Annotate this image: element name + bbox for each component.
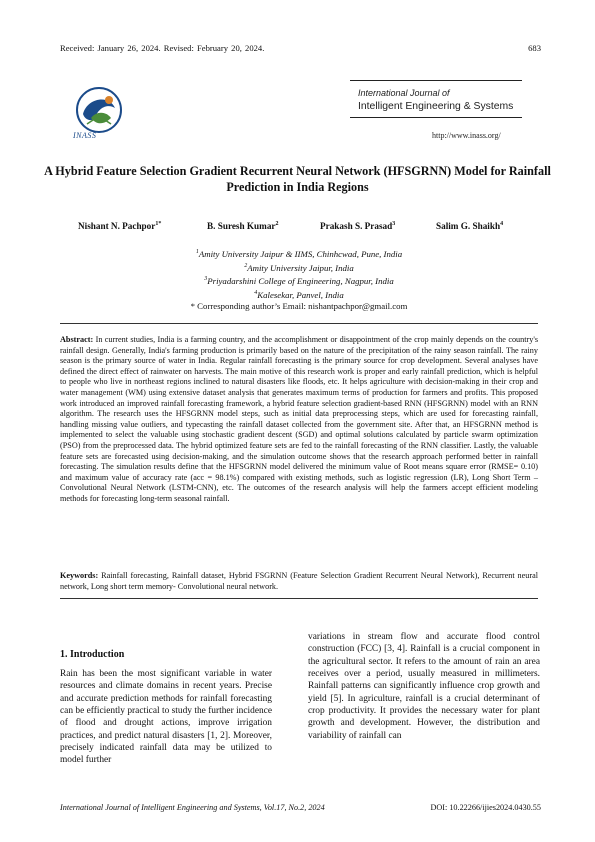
body-column-right: variations in stream flow and accurate flood control construction (FCC) [3, 4]. Rainfall is a crucial component in the agricultural sector. It refers to the amount of rain an area receives over a period, usually measured in millimeters. Rainfall patterns can significantly influence crop growth and yield [5]. In agriculture, rainfall is a crucial determinant of crop productivity. It provides the necessary water for plant growth and development. However, the distribution and variability of rainfall can bbox=[308, 632, 540, 741]
author-3 bbox=[320, 221, 395, 231]
affiliation-text: Amity University Jaipur, India bbox=[247, 262, 354, 273]
section-heading: 1. Introduction bbox=[60, 649, 125, 660]
affiliation-2 bbox=[60, 261, 538, 275]
author-sup: 1* bbox=[155, 221, 162, 227]
author-2 bbox=[207, 221, 279, 231]
keywords bbox=[60, 571, 538, 593]
affiliation-text: Amity University Jaipur & IIMS, Chinhcwad, Pune, India bbox=[198, 248, 403, 259]
affiliation-text: Kalesekar, Panvel, India bbox=[257, 289, 344, 300]
abstract-label: Abstract: bbox=[60, 335, 94, 344]
keywords-label: Keywords: bbox=[60, 571, 99, 580]
journal-rule-top bbox=[350, 80, 522, 81]
paper-title: A Hybrid Feature Selection Gradient Recurrent Neural Network (HFSGRNN) Model for Rainfall Prediction in India Regions bbox=[44, 164, 551, 194]
footer-journal-citation: International Journal of Intelligent Engineering and Systems, Vol.17, No.2, 2024 bbox=[60, 803, 325, 812]
abstract-text: In current studies, India is a farming country, and the accomplishment or disappointment of the crop mainly depends on the country's rainfall design. Generally, India's farming production is primarily based on the nature of the precipitation of the rainy season rainfall. The rainy season is the primary source of water in India. Regular rainfall forecasting is the primary source for crop development. Several analyses have defined the direct effect of rainwater on harvests. The main motive of this research work is proper and early rainfall prediction, which is helpful to people who live in northeast regions inclined to natural disasters like floods, etc. It helps agriculture with decision-making in their crop and water management (WM) using extensive dataset analysis that generates maximum terms of production for farmers and profits. This proposed work introduced an improved rainfall forecasting framework, a hybrid feature selection gradient-based RNN (HFSGRNN) model with an RNN algorithm. The research uses the HFSGRNN model steps, such as initial data preprocessing steps, which are used for forecasting rainfall, handling missing value outliers, and typecasting the rainfall dataset collected from the government site. After that, an HFSGRNN method is implemented to select the valuable using stochastic gradient descent (SGD) and optimal solutions calculated by particle swarm optimization (PSO) from the preprocessed data. The hybrid optimized feature sets are fed to the rainfall forecasting of the RNN classifier. Lastly, the valuable feature sets are forecasted using decision-making, and the simulation outcome shows that the research approach performed better in rainfall forecasting. The simulation results define that the HFSGRNN model delivered the minimum value of Root means square error (RMSE= 0.10) and maximum value of accuracy rate (acc = 98.1%) compared with existing methods, such as logistic regression (LR), Long Short Term –Convolutional Neural Network (LSTM-CNN), etc. The outcomes of the research analysis will help the farmers accept efficient modeling methods for forecasting long-term seasonal rainfall. bbox=[60, 335, 538, 503]
affiliation-sup: 2 bbox=[244, 262, 248, 269]
author-name: B. Suresh Kumar bbox=[207, 221, 276, 232]
author-sup: 4 bbox=[500, 221, 504, 227]
keywords-text: Rainfall forecasting, Rainfall dataset, Hybrid FSGRNN (Feature Selection Gradient Recurrent Neural Network), Recurrent neural network, Long short term memory- Convolutional neural network. bbox=[60, 571, 539, 591]
affiliation-4 bbox=[60, 288, 538, 302]
affiliation-sup: 4 bbox=[254, 289, 258, 296]
author-sup: 3 bbox=[392, 221, 396, 227]
body-column-left: Rain has been the most significant variable in water resources and climate domains in recent years. Precise and accurate prediction methods for rainfall forecasting can be efficiently practical to study the further incidence of flood and drought actions, improve irrigation practices, and predict natural disasters [1, 2]. Moreover, precisely indicated rainfall data may be utilized to model further bbox=[60, 669, 272, 766]
author-4 bbox=[436, 221, 503, 231]
journal-name-line2: Intelligent Engineering & Systems bbox=[358, 101, 514, 112]
page-number: 683 bbox=[528, 43, 541, 53]
author-name: Nishant N. Pachpor bbox=[78, 221, 156, 232]
journal-rule-bottom bbox=[350, 117, 522, 118]
author-sup: 2 bbox=[275, 221, 279, 227]
affiliation-3 bbox=[60, 274, 538, 288]
journal-url[interactable]: http://www.inass.org/ bbox=[432, 131, 501, 140]
author-1 bbox=[78, 221, 161, 231]
abstract-rule-bottom bbox=[60, 598, 538, 599]
author-name: Prakash S. Prasad bbox=[320, 221, 393, 232]
footer-doi: DOI: 10.22266/ijies2024.0430.55 bbox=[430, 803, 541, 812]
journal-name-line1: International Journal of bbox=[358, 88, 450, 98]
received-revised-dates: Received: January 26, 2024. Revised: February 20, 2024. bbox=[60, 43, 265, 53]
author-name: Salim G. Shaikh bbox=[436, 221, 501, 232]
logo-text: INASS bbox=[73, 131, 97, 140]
abstract bbox=[60, 335, 538, 505]
affiliations bbox=[60, 247, 538, 313]
affiliation-1 bbox=[60, 247, 538, 261]
abstract-rule-top bbox=[60, 323, 538, 324]
affiliation-text: Priyadarshini College of Engineering, Nagpur, India bbox=[207, 275, 394, 286]
affiliation-sup: 1 bbox=[195, 249, 199, 255]
affiliation-sup: 3 bbox=[204, 276, 208, 283]
corresponding-author: * Corresponding author’s Email: nishantpachpor@gmail.com bbox=[190, 301, 408, 312]
